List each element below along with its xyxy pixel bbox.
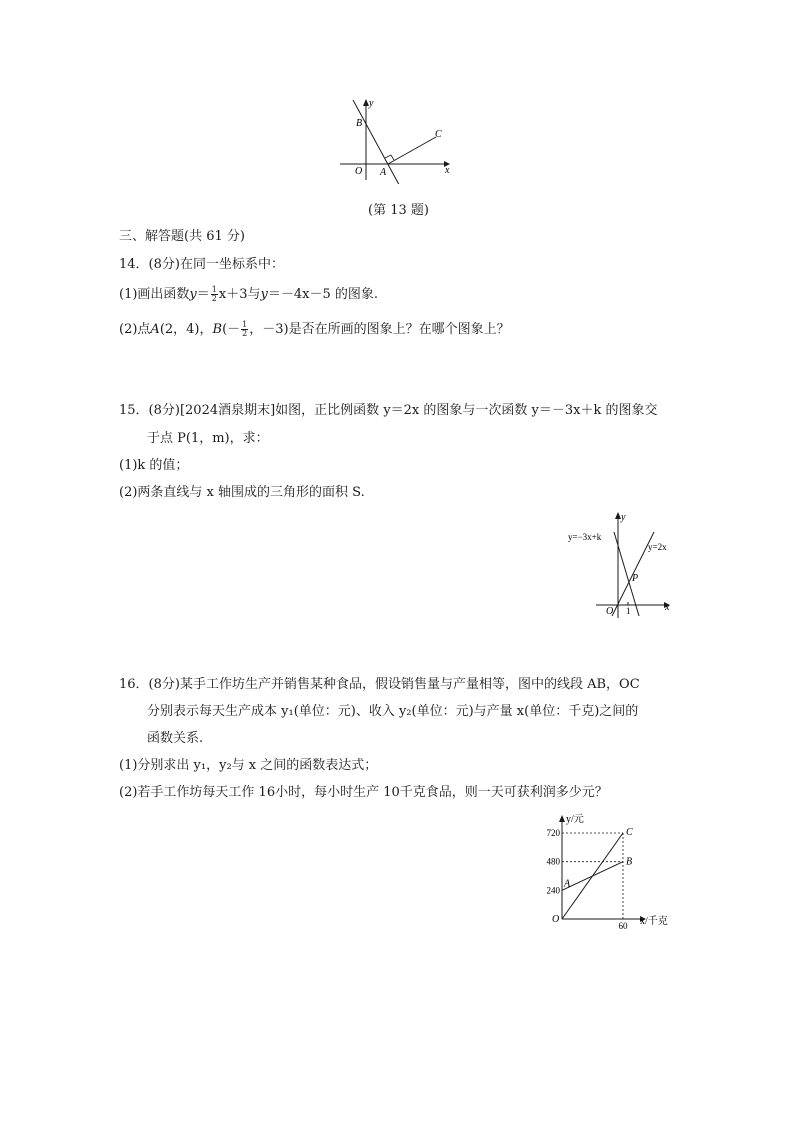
fig16-y-arrow (559, 815, 565, 822)
q14-p1-fraction (211, 286, 218, 303)
q14-p1-y: y (189, 287, 197, 302)
fig13-right-angle-mark (385, 155, 394, 160)
q14-p2-fraction (241, 321, 248, 338)
fig16-tick-label-240: 240 (546, 885, 560, 896)
q14-p1-mid: x＋3与 (218, 287, 261, 302)
fig13-label-b: B (356, 118, 363, 129)
fig16-tick-label-480: 480 (546, 856, 560, 867)
q14-p2-coord-b-pre: (－ (222, 322, 241, 337)
fig13-label-c: C (435, 129, 442, 140)
fig16-y-axis-label: y/元 (566, 814, 584, 825)
q16-line1: 16．(8分)某手工作坊生产并销售某种食品，假设销售量与产量相等，图中的线段 AB，OC (119, 677, 640, 692)
q14-p1-post: ＝－4x－5 的图象. (267, 287, 378, 302)
q16-part2: (2)若手工作坊每天工作 16小时，每小时生产 10千克食品，则一天可获利润多少元？ (119, 785, 608, 800)
q16-part1: (1)分别求出 y₁，y₂与 x 之间的函数表达式； (119, 758, 378, 773)
q16-line2: 分别表示每天生产成本 y₁(单位：元)、收入 y₂(单位：元)与产量 x(单位：千克)之间的 (147, 704, 639, 719)
series-line-oc (562, 833, 623, 919)
fig16-x-axis-label: x/千克 (640, 916, 668, 927)
fig16-label-b: B (626, 856, 633, 868)
figure-13 (336, 94, 456, 184)
fig13-label-a: A (380, 167, 387, 178)
fig16-tick-label-720: 720 (546, 828, 560, 838)
section-heading: 三、解答题(共 61 分) (119, 229, 245, 244)
fig15-label-x: x (665, 602, 670, 613)
q14-p2-frac-den: 2 (242, 329, 248, 338)
q14-p2-frac-num: 1 (242, 320, 248, 329)
fig16-marks (562, 833, 623, 919)
q14-p2-coord-a: (2，4)， (159, 322, 213, 337)
q14-p2-pre: (2)点 (119, 322, 151, 337)
fig13-ray-ac (388, 137, 436, 164)
fig13-label-o: O (355, 166, 363, 177)
q15-part1: (1)k 的值； (119, 458, 189, 473)
fig15-label-line-2x: y=2x (648, 542, 667, 552)
fig15-label-1: 1 (626, 606, 631, 616)
q14-p1-pre: (1)画出函数 (119, 287, 190, 302)
fig13-label-x: x (445, 165, 450, 176)
q14-p1-y2: y (260, 287, 268, 302)
fig15-label-y: y (621, 512, 626, 523)
q15-line2: 于点 P(1，m)，求： (147, 431, 269, 446)
q14-p2-a: A (150, 322, 160, 337)
q14-part2 (119, 320, 510, 340)
fig15-label-line-3x: y=−3x+k (568, 532, 602, 542)
q15-part2: (2)两条直线与 x 轴围成的三角形的面积 S. (119, 485, 365, 500)
fig16-label-o: O (552, 914, 560, 925)
q16-line3: 函数关系. (147, 731, 204, 746)
q14-p1-frac-num: 1 (211, 285, 217, 294)
fig13-label-y: y (369, 98, 374, 109)
figure-13-caption: (第 13 题) (368, 203, 429, 218)
q14-p2-b: B (212, 322, 223, 337)
q14-p1-eq: ＝ (196, 287, 210, 302)
fig16-label-c: C (626, 827, 633, 838)
figure-16-chart (530, 808, 680, 930)
fig16-label-a: A (564, 878, 571, 890)
fig16-tick-label-60: 60 (618, 921, 628, 930)
fig15-label-p: P (632, 573, 639, 584)
q14-stem: 14．(8分)在同一坐标系中： (119, 257, 284, 272)
q14-p1-frac-den: 2 (211, 294, 217, 303)
q14-p2-post: ，－3)是否在所画的图象上？在哪个图象上？ (249, 322, 510, 337)
q15-line1: 15．(8分)[2024酒泉期末]如图，正比例函数 y＝2x 的图象与一次函数 y＝－3x＋k 的图象交 (119, 403, 658, 418)
figure-15 (566, 508, 678, 620)
q14-part1 (119, 285, 378, 305)
fig15-label-o: O (606, 606, 614, 617)
